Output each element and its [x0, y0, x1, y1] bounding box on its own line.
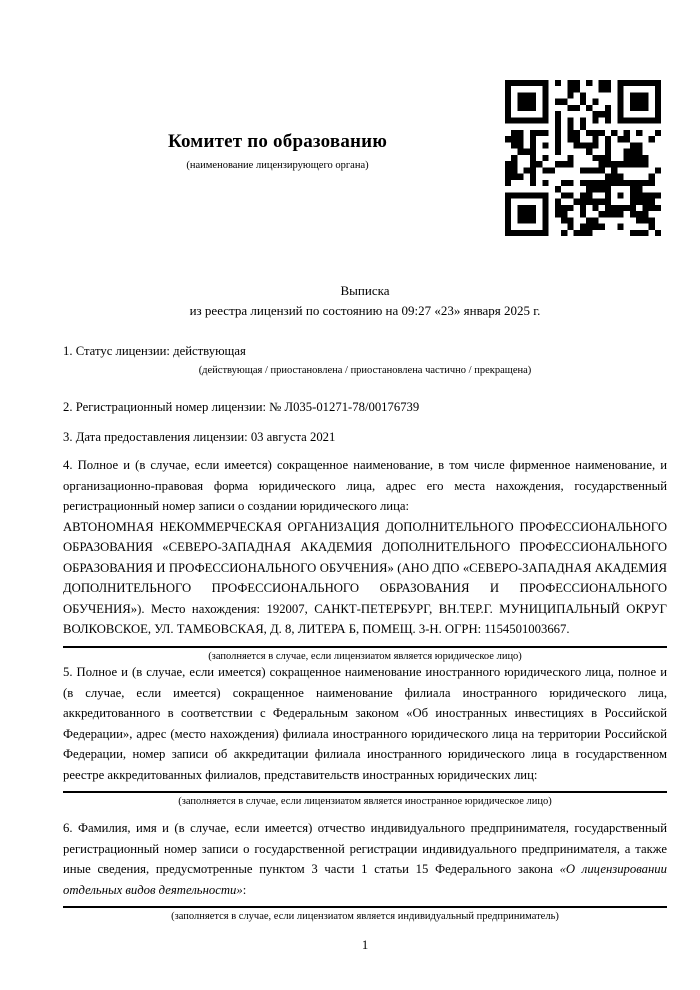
- licensing-authority-header: [0, 131, 555, 171]
- legal-entity-intro: 4. Полное и (в случае, если имеется) сокращенное наименование, в том числе фирменное наименование, и организационно-правовая форма юридического лица, адрес его места нахождения, государственный регистрационный номер записи о создании юридического лица:: [63, 458, 667, 513]
- registration-number-text: 2. Регистрационный номер лицензии: № Л035-01271-78/00176739: [63, 400, 420, 414]
- license-status-text: 1. Статус лицензии: действующая: [63, 344, 246, 358]
- section-individual-entrepreneur: [63, 818, 667, 923]
- legal-entity-caption: (заполняется в случае, если лицензиатом является юридическое лицо): [208, 650, 522, 662]
- section-legal-entity: [63, 455, 667, 663]
- section-foreign-entity: [63, 662, 667, 808]
- individual-entrepreneur-text: [63, 818, 667, 900]
- section-divider-line: [63, 646, 667, 648]
- section-license-date: [63, 427, 667, 448]
- page-number: 1: [361, 938, 369, 952]
- licensing-authority-caption: (наименование лицензирующего органа): [186, 160, 369, 171]
- license-date-text: 3. Дата предоставления лицензии: 03 августа 2021: [63, 430, 336, 444]
- legal-entity-name-address: АВТОНОМНАЯ НЕКОММЕРЧЕСКАЯ ОРГАНИЗАЦИЯ ДОПОЛНИТЕЛЬНОГО ПРОФЕССИОНАЛЬНОГО ОБРАЗОВАНИЯ «СЕВЕРО-ЗАПАДНАЯ АКАДЕМИЯ ДОПОЛНИТЕЛЬНОГО ПРОФЕССИОНАЛЬНОГО ОБРАЗОВАНИЯ И ПРОФЕССИОНАЛЬНОГО ОБУЧЕНИЯ» (АНО ДПО «СЕВЕРО-ЗАПАДНАЯ АКАДЕМИЯ ДОПОЛНИТЕЛЬНОГО ПРОФЕССИОНАЛЬНОГО ОБРАЗОВАНИЯ И ПРОФЕССИОНАЛЬНОГО ОБУЧЕНИЯ»). Место нахождения: 192007, САНКТ-ПЕТЕРБУРГ, ВН.ТЕР.Г. МУНИЦИПАЛЬНЫЙ ОКРУГ ВОЛКОВСКОЕ, УЛ. ТАМБОВСКАЯ, Д. 8, ЛИТЕРА Б, ПОМЕЩ. 3-Н. ОГРН: 1154501003667.: [63, 519, 667, 636]
- section-registration-number: [63, 397, 667, 418]
- individual-entrepreneur-text-tail: :: [242, 882, 247, 897]
- license-status-caption: (действующая / приостановлена / приостановлена частично / прекращена): [198, 364, 532, 376]
- document-title-line2: из реестра лицензий по состоянию на 09:27 «23» января 2025 г.: [189, 302, 541, 318]
- licensing-authority-name: Комитет по образованию: [167, 131, 388, 152]
- individual-entrepreneur-caption: (заполняется в случае, если лицензиатом является индивидуальный предприниматель): [171, 911, 559, 922]
- foreign-entity-text: 5. Полное и (в случае, если имеется) сокращенное наименование иностранного юридического лица, полное и (в случае, если имеется) сокращенное наименование филиала иностранного юридического лица, аккредитованного в соответствии с Федеральным законом «Об иностранных инвестициях в Российской Федерации», адрес (место нахождения) филиала иностранного юридического лица на территории Российской Федерации, номер записи об аккредитации филиала иностранного юридического лица в государственном реестре аккредитованных филиалов, представительств иностранных юридических лиц:: [63, 665, 667, 782]
- section-divider-line: [63, 791, 667, 793]
- document-title-line1: Выписка: [340, 283, 390, 298]
- individual-entrepreneur-text-main: 6. Фамилия, имя и (в случае, если имеется) отчество индивидуального предпринимателя, государственный регистрационный номер записи о государственной регистрации индивидуального предпринимателя, а также иные сведения, предусмотренные пунктом 3 части 1 статьи 15 Федерального закона: [63, 821, 667, 876]
- section-license-status: [63, 341, 667, 377]
- document-title: [63, 281, 667, 320]
- section-divider-line: [63, 906, 667, 908]
- foreign-entity-caption: (заполняется в случае, если лицензиатом является иностранное юридическое лицо): [178, 796, 552, 807]
- law-title-italic: «О лицензировании отдельных видов деятельности»: [63, 862, 667, 897]
